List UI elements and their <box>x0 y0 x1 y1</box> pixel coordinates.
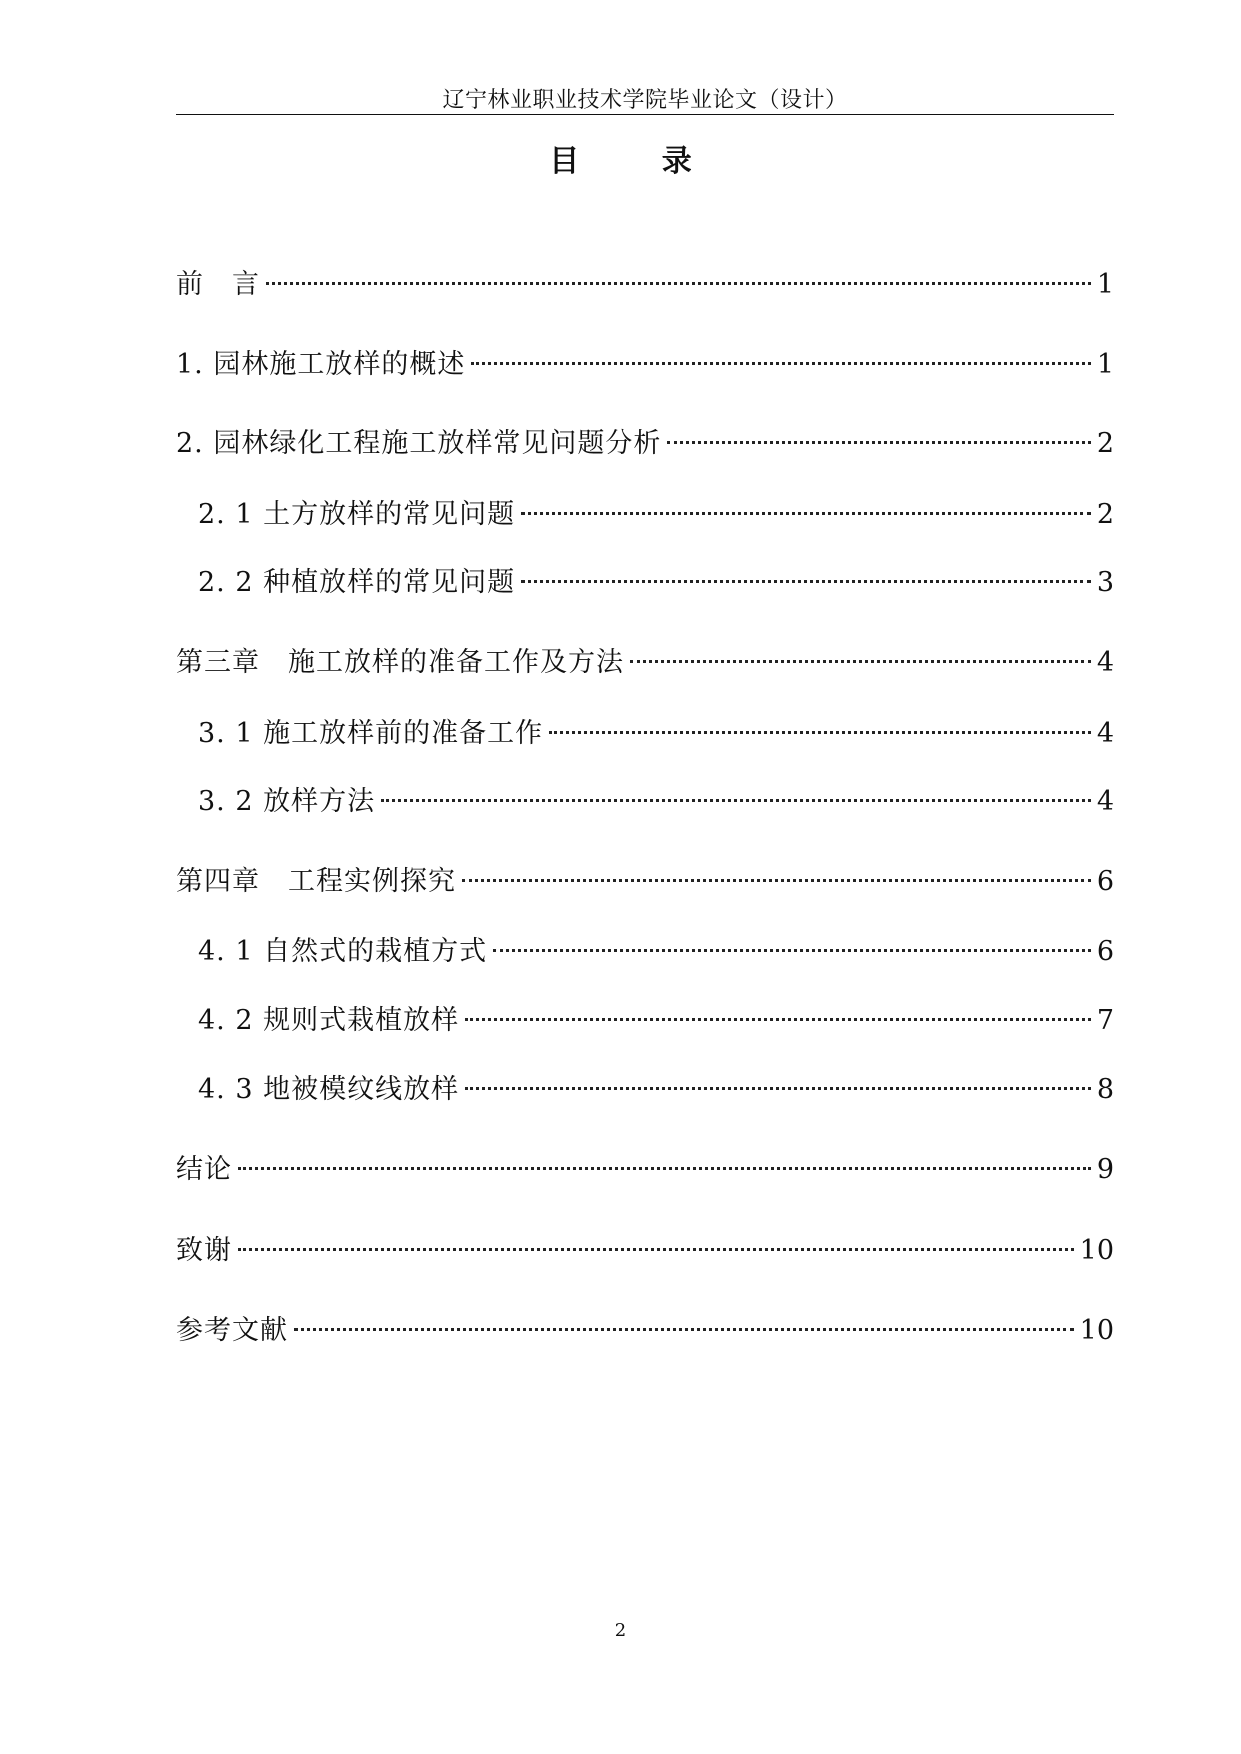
toc-entry-label: 第三章 施工放样的准备工作及方法 <box>176 647 624 678</box>
toc-entry-label: 前 言 <box>176 269 260 300</box>
toc-entry-label: 3. 1 施工放样前的准备工作 <box>198 718 544 749</box>
toc-entry-page: 6 <box>1096 936 1114 967</box>
toc-entry-page: 4 <box>1096 718 1114 749</box>
toc-dot-leader <box>465 1018 1091 1021</box>
toc-entry-section-4-2[interactable] <box>176 1001 1114 1041</box>
toc-entry-page: 1 <box>1096 269 1114 300</box>
toc-entry-conclusion[interactable] <box>176 1150 1114 1190</box>
toc-entry-section-2-2[interactable] <box>176 563 1114 603</box>
toc-entry-section-3-1[interactable] <box>176 714 1114 754</box>
toc-entry-label: 1. 园林施工放样的概述 <box>176 349 466 380</box>
toc-entry-label: 4. 3 地被模纹线放样 <box>198 1074 460 1105</box>
toc-entry-references[interactable] <box>176 1311 1114 1351</box>
toc-entry-page: 4 <box>1096 786 1114 817</box>
toc-entry-label: 2. 2 种植放样的常见问题 <box>198 567 516 598</box>
toc-dot-leader <box>667 441 1090 444</box>
toc-entry-section-4-1[interactable] <box>176 932 1114 972</box>
toc-entry-section-4-3[interactable] <box>176 1070 1114 1110</box>
toc-dot-leader <box>294 1328 1074 1331</box>
toc-entry-page: 10 <box>1079 1235 1114 1266</box>
toc-dot-leader <box>266 282 1091 285</box>
toc-entry-label: 4. 2 规则式栽植放样 <box>198 1005 460 1036</box>
toc-entry-label: 3. 2 放样方法 <box>198 786 376 817</box>
toc-entry-label: 4. 1 自然式的栽植方式 <box>198 936 488 967</box>
toc-entry-page: 3 <box>1096 567 1114 598</box>
toc-entry-label: 2. 园林绿化工程施工放样常见问题分析 <box>176 428 662 459</box>
page-header: 辽宁林业职业技术学院毕业论文（设计） <box>442 88 848 113</box>
toc-entry-page: 9 <box>1096 1154 1114 1185</box>
toc-entry-label: 第四章 工程实例探究 <box>176 866 456 897</box>
toc-entry-page: 2 <box>1096 499 1114 530</box>
toc-dot-leader <box>381 799 1091 802</box>
toc-entry-page: 2 <box>1096 428 1114 459</box>
toc-entry-page: 10 <box>1079 1315 1114 1346</box>
toc-entry-section-2-1[interactable] <box>176 495 1114 535</box>
toc-entry-label: 2. 1 土方放样的常见问题 <box>198 499 516 530</box>
toc-dot-leader <box>521 580 1091 583</box>
toc-title: 目 录 <box>549 144 728 179</box>
toc-dot-leader <box>630 660 1091 663</box>
toc-dot-leader <box>238 1248 1074 1251</box>
toc-entry-acknowledgements[interactable] <box>176 1231 1114 1271</box>
toc-dot-leader <box>238 1167 1091 1170</box>
toc-entry-page: 4 <box>1096 647 1114 678</box>
toc-entry-preface[interactable] <box>176 265 1114 305</box>
toc-entry-page: 8 <box>1096 1074 1114 1105</box>
toc-dot-leader <box>493 949 1091 952</box>
toc-entry-page: 1 <box>1096 349 1114 380</box>
header-rule <box>176 114 1114 115</box>
toc-dot-leader <box>462 879 1091 882</box>
toc-entry-label: 致谢 <box>176 1235 232 1266</box>
toc-entry-chapter-3[interactable] <box>176 643 1114 683</box>
toc-entry-chapter-4[interactable] <box>176 862 1114 902</box>
toc-entry-chapter-1[interactable] <box>176 345 1114 385</box>
toc-dot-leader <box>471 362 1090 365</box>
toc-dot-leader <box>549 731 1091 734</box>
toc-entry-section-3-2[interactable] <box>176 782 1114 822</box>
toc-entry-label: 结论 <box>176 1154 232 1185</box>
toc-entry-page: 6 <box>1096 866 1114 897</box>
page-number: 2 <box>614 1620 627 1641</box>
toc-dot-leader <box>465 1087 1091 1090</box>
toc-dot-leader <box>521 512 1091 515</box>
toc-entry-chapter-2[interactable] <box>176 424 1114 464</box>
toc-entry-label: 参考文献 <box>176 1315 288 1346</box>
toc-entry-page: 7 <box>1096 1005 1114 1036</box>
